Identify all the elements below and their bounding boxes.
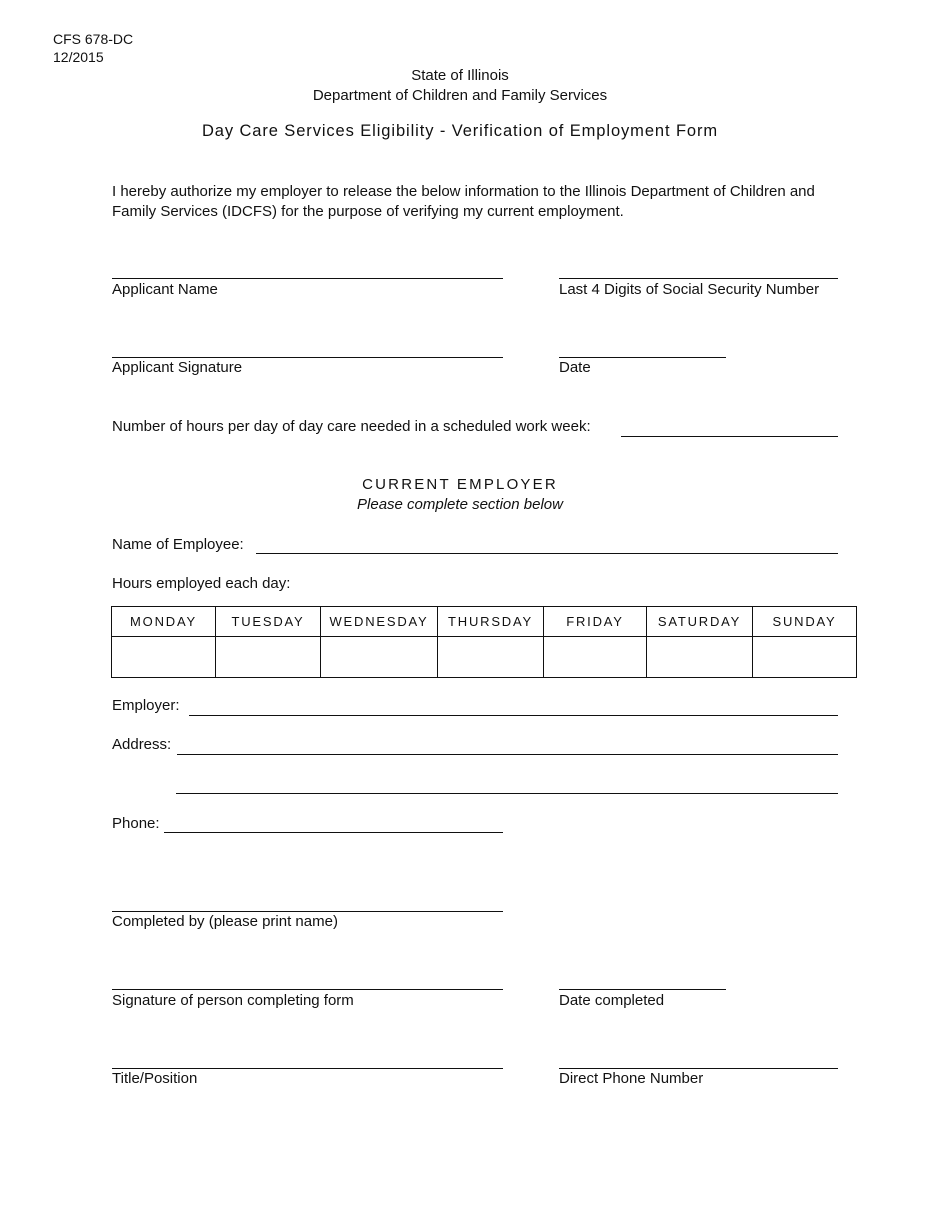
employer-label: Employer: [112,697,180,714]
employee-name-field[interactable] [256,553,838,554]
day-header-saturday: SATURDAY [647,607,753,637]
hours-tuesday-cell[interactable] [216,637,321,678]
address-line-2-field[interactable] [176,793,838,794]
ssn-last4-field[interactable] [559,278,838,279]
authorization-text: I hereby authorize my employer to release the below information to the Illinois Department of Children and Family Services (IDCFS) for the purpose of verifying my current employment. [112,183,815,220]
day-header-sunday: SUNDAY [753,607,857,637]
hours-needed-field[interactable] [621,436,838,437]
employee-name-label: Name of Employee: [112,536,244,553]
day-header-wednesday: WEDNESDAY [321,607,438,637]
hours-sunday-cell[interactable] [753,637,857,678]
employer-section-heading: CURRENT EMPLOYER [362,476,558,493]
direct-phone-label: Direct Phone Number [559,1070,704,1087]
form-number: CFS 678-DC [53,31,134,47]
hours-employed-label: Hours employed each day: [112,575,291,592]
applicant-name-field[interactable] [112,278,503,279]
address-line-1-field[interactable] [177,754,838,755]
employer-field[interactable] [189,715,838,716]
completed-by-field[interactable] [112,911,503,912]
department-name: Department of Children and Family Services [312,87,608,104]
hours-monday-cell[interactable] [112,637,216,678]
day-header-monday: MONDAY [112,607,216,637]
day-header-thursday: THURSDAY [438,607,544,637]
title-position-field[interactable] [112,1068,503,1069]
phone-field[interactable] [164,832,503,833]
applicant-date-label: Date [559,359,591,376]
form-title: Day Care Services Eligibility - Verification of Employment Form [201,122,719,140]
completer-signature-label: Signature of person completing form [112,992,354,1009]
applicant-signature-label: Applicant Signature [112,359,243,376]
date-completed-field[interactable] [559,989,726,990]
completed-by-label: Completed by (please print name) [112,913,338,930]
employer-section-subheading: Please complete section below [357,496,563,513]
completer-signature-field[interactable] [112,989,503,990]
direct-phone-field[interactable] [559,1068,838,1069]
applicant-signature-field[interactable] [112,357,503,358]
state-name: State of Illinois [411,67,509,84]
hours-friday-cell[interactable] [544,637,647,678]
hours-saturday-cell[interactable] [647,637,753,678]
hours-table [111,606,857,678]
phone-label: Phone: [112,815,160,832]
day-header-friday: FRIDAY [544,607,647,637]
applicant-name-label: Applicant Name [112,281,218,298]
agency-block [0,66,920,106]
address-label: Address: [112,736,172,753]
hours-wednesday-cell[interactable] [321,637,438,678]
title-position-label: Title/Position [112,1070,198,1087]
hours-table-input-row [112,637,857,678]
day-header-tuesday: TUESDAY [216,607,321,637]
form-revision-date: 12/2015 [53,49,104,65]
ssn-last4-label: Last 4 Digits of Social Security Number [559,281,820,298]
hours-thursday-cell[interactable] [438,637,544,678]
form-id-block [53,30,133,66]
date-completed-label: Date completed [559,992,665,1009]
hours-needed-label: Number of hours per day of day care needed in a scheduled work week: [112,418,591,435]
hours-table-header-row [112,607,857,637]
applicant-date-field[interactable] [559,357,726,358]
